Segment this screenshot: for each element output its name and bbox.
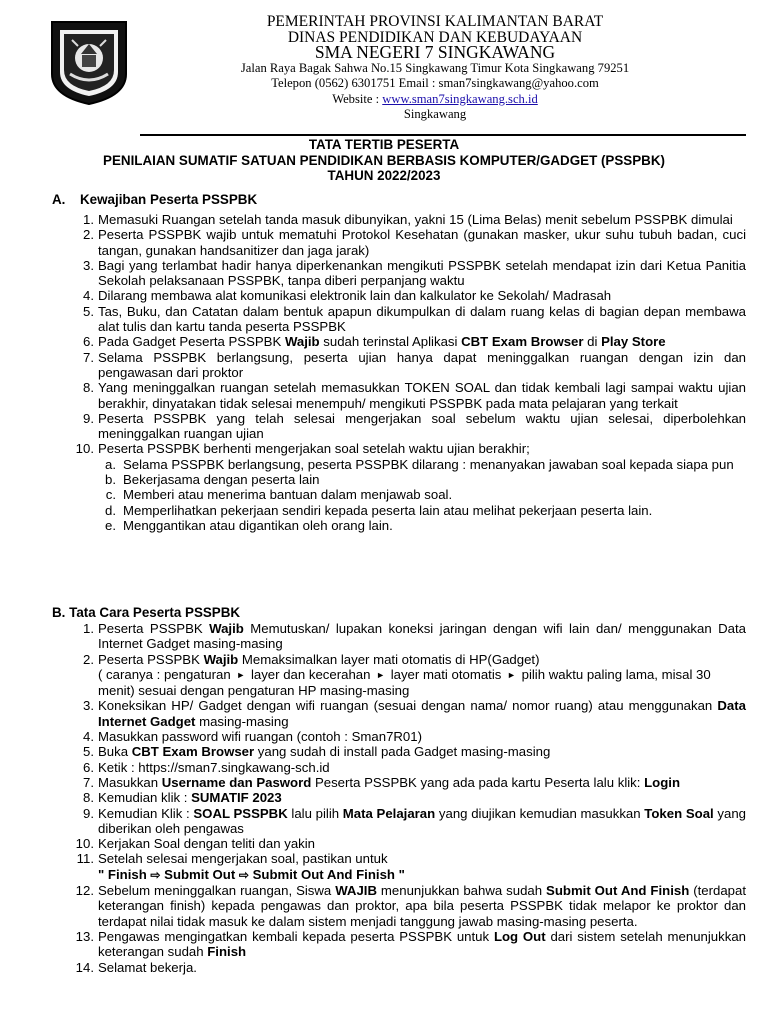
list-item xyxy=(64,304,746,335)
sub-list-item xyxy=(98,518,746,533)
section-a-title: Kewajiban Peserta PSSPBK xyxy=(80,192,258,207)
item-number: 11. xyxy=(76,851,94,867)
item-text: Pada Gadget Peserta PSSPBK xyxy=(98,334,285,350)
sub-list-item xyxy=(98,457,746,472)
list-item xyxy=(64,744,746,759)
item-text: menunjukkan bahwa sudah xyxy=(376,883,547,899)
list-item xyxy=(64,760,746,775)
bold-text: CBT Exam Browser xyxy=(461,334,584,350)
item-text: Kerjakan Soal dengan teliti dan yakin xyxy=(98,836,316,852)
letterhead-phone: Telepon (0562) 6301751 Email : sman7singkawang@yahoo.com xyxy=(271,76,599,90)
bold-text: SUMATIF 2023 xyxy=(191,790,282,806)
item-number: 8. xyxy=(83,380,94,396)
sub-item-text: Menggantikan atau digantikan oleh orang lain. xyxy=(123,517,393,533)
item-number: 6. xyxy=(83,334,94,350)
list-item xyxy=(64,806,746,837)
item-text: layer mati otomatis xyxy=(387,666,506,682)
list-item xyxy=(64,380,746,411)
title-line-2: PENILAIAN SUMATIF SATUAN PENDIDIKAN BERBASIS KOMPUTER/GADGET (PSSPBK) xyxy=(103,152,665,168)
item-text: Kemudian klik : xyxy=(98,790,192,806)
item-text: Memutuskan/ lupakan koneksi jaringan dengan wifi lain dan/ menggunakan Data Internet Gadget masing-masing xyxy=(98,621,746,652)
bold-text: Mata Pelajaran xyxy=(342,805,436,821)
item-text: pilih waktu paling lama, misal 30 menit) sesuai dengan pengaturan HP masing-masing xyxy=(98,666,711,699)
list-item xyxy=(64,790,746,805)
bold-text: Wajib xyxy=(284,334,320,350)
item-text: Memaksimalkan layer mati otomatis di HP(Gadget) xyxy=(238,651,540,667)
item-number: 1. xyxy=(83,621,94,636)
item-number: 12. xyxy=(75,883,94,899)
list-item xyxy=(64,288,746,303)
item-number: 5. xyxy=(83,744,94,760)
item-text: ( caranya : pengaturan xyxy=(98,666,235,682)
item-text: Sebelum meninggalkan ruangan, Siswa xyxy=(98,883,336,899)
item-text: Yang meninggalkan ruangan setelah memasukkan TOKEN SOAL dan tidak kembali lagi sampai waktu ujian berakhir, dinyatakan tidak selesai menempuh/ mengikuti PSSPBK pada mata pelajaran yang terkait xyxy=(98,380,746,411)
item-text: Dilarang membawa alat komunikasi elektronik lain dan kalkulator ke Sekolah/ Madrasah xyxy=(98,288,612,304)
list-item xyxy=(64,775,746,790)
section-a-list xyxy=(64,212,746,533)
item-number: 8. xyxy=(83,790,94,806)
list-item xyxy=(64,258,746,289)
double-arrow-icon: ⇨ xyxy=(238,867,249,882)
sub-item-letter: b. xyxy=(105,472,116,488)
document-titles xyxy=(30,137,738,184)
bold-text: Finish xyxy=(207,944,247,960)
item-text: sudah terinstal Aplikasi xyxy=(319,334,462,350)
list-item xyxy=(64,411,746,442)
item-text: Peserta PSSPBK xyxy=(98,621,210,636)
letterhead-website xyxy=(140,92,730,108)
letterhead-school: SMA NEGERI 7 SINGKAWANG xyxy=(314,42,556,62)
provincial-emblem-logo xyxy=(48,18,130,106)
list-item xyxy=(64,836,746,851)
sub-item-text: Memperlihatkan pekerjaan sendiri kepada peserta lain atau melihat pekerjaan peserta lain. xyxy=(123,502,653,518)
list-item xyxy=(64,960,746,975)
bold-text: Username dan Pasword xyxy=(161,774,312,790)
section-a-letter: A. xyxy=(52,192,66,207)
item-text: Buka xyxy=(98,744,132,760)
sub-list-item xyxy=(98,472,746,487)
arrow-right-icon: ► xyxy=(236,669,246,680)
item-number: 9. xyxy=(83,805,94,821)
website-label: Website : xyxy=(332,91,383,106)
sub-item-letter: a. xyxy=(105,456,116,472)
item-text: Kemudian Klik : xyxy=(98,805,194,821)
item-number: 2. xyxy=(83,651,94,667)
bold-text: Token Soal xyxy=(644,805,714,821)
bold-text: Wajib xyxy=(203,651,239,667)
item-number: 5. xyxy=(83,303,94,319)
item-text: di xyxy=(583,334,602,350)
item-text: Peserta PSSPBK berhenti mengerjakan soal setelah waktu ujian berakhir; xyxy=(98,441,530,457)
list-item xyxy=(64,883,746,929)
item-number: 6. xyxy=(83,759,94,775)
bold-text: Submit Out And Finish xyxy=(546,883,690,899)
letterhead-city: Singkawang xyxy=(403,107,467,121)
list-item xyxy=(64,227,746,258)
list-item xyxy=(64,334,746,349)
sub-item-letter: c. xyxy=(105,487,116,503)
item-number: 10. xyxy=(75,836,94,852)
item-text: layer dan kecerahan xyxy=(247,666,375,682)
item-text: Peserta PSSPBK yang telah selesai mengerjakan soal sebelum waktu ujian selesai, diperbolehkan meninggalkan ruangan ujian xyxy=(98,410,746,442)
item-text: Selama PSSPBK berlangsung, peserta ujian hanya dapat meninggalkan ruangan dengan izin dan pengawasan dari proktor xyxy=(98,349,746,380)
item-text: dari sistem setelah menunjukkan keterangan sudah xyxy=(98,928,746,960)
item-text: yang sudah di install pada Gadget masing-masing xyxy=(254,744,551,760)
sub-list xyxy=(98,457,746,533)
item-text: Masukkan password wifi ruangan (contoh : Sman7R01) xyxy=(98,729,422,745)
section-a-heading xyxy=(52,192,257,207)
bold-text: Login xyxy=(644,774,680,790)
list-item xyxy=(64,212,746,227)
list-item xyxy=(64,621,746,652)
letterhead xyxy=(140,14,730,123)
item-text: masing-masing xyxy=(195,713,289,729)
item-number: 7. xyxy=(83,349,94,365)
letterhead-divider xyxy=(140,134,746,136)
list-item xyxy=(64,929,746,960)
letterhead-government: PEMERINTAH PROVINSI KALIMANTAN BARAT xyxy=(266,13,604,30)
item-text: Peserta PSSPBK yang ada pada kartu Peserta lalu klik: xyxy=(311,774,645,790)
item-text: Setelah selesai mengerjakan soal, pastikan untuk xyxy=(98,851,388,867)
list-item xyxy=(64,350,746,381)
double-arrow-icon: ⇨ xyxy=(150,867,161,882)
arrow-right-icon: ► xyxy=(376,669,386,680)
website-link[interactable]: www.sman7singkawang.sch.id xyxy=(382,91,538,106)
section-b-heading xyxy=(52,605,240,620)
item-number: 13. xyxy=(75,928,94,944)
item-number: 7. xyxy=(83,774,94,790)
item-number: 3. xyxy=(83,257,94,273)
item-text: Koneksikan HP/ Gadget dengan wifi ruangan (sesuai dengan nama/ nomor ruang) atau menggunakan xyxy=(98,698,718,714)
bold-text: Data Internet Gadget xyxy=(98,698,746,729)
bold-text: CBT Exam Browser xyxy=(131,744,255,760)
item-number: 9. xyxy=(83,410,94,426)
item-text: Ketik : https://sman7.singkawang-sch.id xyxy=(98,759,330,775)
section-b-letter: B. xyxy=(52,605,66,620)
item-number: 14. xyxy=(75,959,94,975)
title-line-3: TAHUN 2022/2023 xyxy=(327,168,441,183)
sub-item-text: Bekerjasama dengan peserta lain xyxy=(123,472,320,488)
list-item xyxy=(64,652,746,699)
item-text: lalu pilih xyxy=(287,805,343,821)
sub-list-item xyxy=(98,503,746,518)
item-number: 4. xyxy=(83,729,94,745)
letterhead-department: DINAS PENDIDIKAN DAN KEBUDAYAAN xyxy=(287,28,583,46)
bold-text: Submit Out xyxy=(160,866,239,882)
item-text: yang diberikan oleh pengawas xyxy=(98,805,746,836)
sub-item-letter: d. xyxy=(105,502,116,518)
list-item xyxy=(64,698,746,729)
item-number: 4. xyxy=(83,288,94,304)
letterhead-address: Jalan Raya Bagak Sahwa No.15 Singkawang Timur Kota Singkawang 79251 xyxy=(240,60,630,75)
sub-list-item xyxy=(98,487,746,502)
bold-text: Log Out xyxy=(493,928,546,944)
item-number: 10. xyxy=(75,441,94,457)
sub-item-letter: e. xyxy=(105,517,116,533)
sub-item-text: Selama PSSPBK berlangsung, peserta PSSPBK dilarang : menanyakan jawaban soal kepada siapa pun xyxy=(123,456,734,472)
section-b-title: Tata Cara Peserta PSSPBK xyxy=(69,605,241,620)
bold-text: WAJIB xyxy=(335,883,377,899)
item-text: Pengawas mengingatkan kembali kepada peserta PSSPBK untuk xyxy=(98,928,494,944)
bold-text: Play Store xyxy=(601,334,666,350)
bold-text: " Finish xyxy=(98,866,151,882)
item-text: Masukkan xyxy=(98,774,162,790)
item-text: Memasuki Ruangan setelah tanda masuk dibunyikan, yakni 15 (Lima Belas) menit sebelum PSSPBK dimulai xyxy=(98,212,733,227)
item-text: Peserta PSSPBK wajib untuk mematuhi Protokol Kesehatan (gunakan masker, ukur suhu tubuh badan, cuci tangan, gunakan handsanitizer dan jaga jarak) xyxy=(98,227,746,258)
arrow-right-icon: ► xyxy=(507,669,516,680)
bold-text: SOAL PSSPBK xyxy=(193,805,288,821)
sub-item-text: Memberi atau menerima bantuan dalam menjawab soal. xyxy=(123,487,453,503)
list-item xyxy=(64,851,746,883)
item-number: 3. xyxy=(83,698,94,714)
item-text: Tas, Buku, dan Catatan dalam bentuk apapun dikumpulkan di dalam ruang kelas di bagian depan membawa alat tulis dan kartu tanda peserta PSSPBK xyxy=(98,303,746,335)
item-text: (terdapat keterangan finish) kepada pengawas dan proktor, apa bila peserta PSSPBK tidak melapor ke proktor dan terdapat nilai tidak masuk ke dalam sistem menjadi tanggung jawab masing-masing peserta. xyxy=(98,883,747,929)
item-number: 2. xyxy=(83,227,94,243)
section-b-list xyxy=(64,621,746,975)
bold-text: Wajib xyxy=(209,621,244,636)
list-item xyxy=(64,729,746,744)
item-number: 1. xyxy=(83,212,94,227)
list-item xyxy=(64,441,746,533)
title-line-1: TATA TERTIB PESERTA xyxy=(308,137,460,152)
item-text: Peserta PSSPBK xyxy=(98,651,204,667)
item-text: Bagi yang terlambat hadir hanya diperkenankan mengikuti PSSPBK setelah mendapat izin dari Ketua Panitia Sekolah pelaksanaan PSSPBK, tanpa diberi perpanjang waktu xyxy=(98,257,746,289)
bold-text: Submit Out And Finish " xyxy=(248,866,405,882)
item-text: Selamat bekerja. xyxy=(98,959,197,975)
item-text: yang diujikan kemudian masukkan xyxy=(435,805,645,821)
